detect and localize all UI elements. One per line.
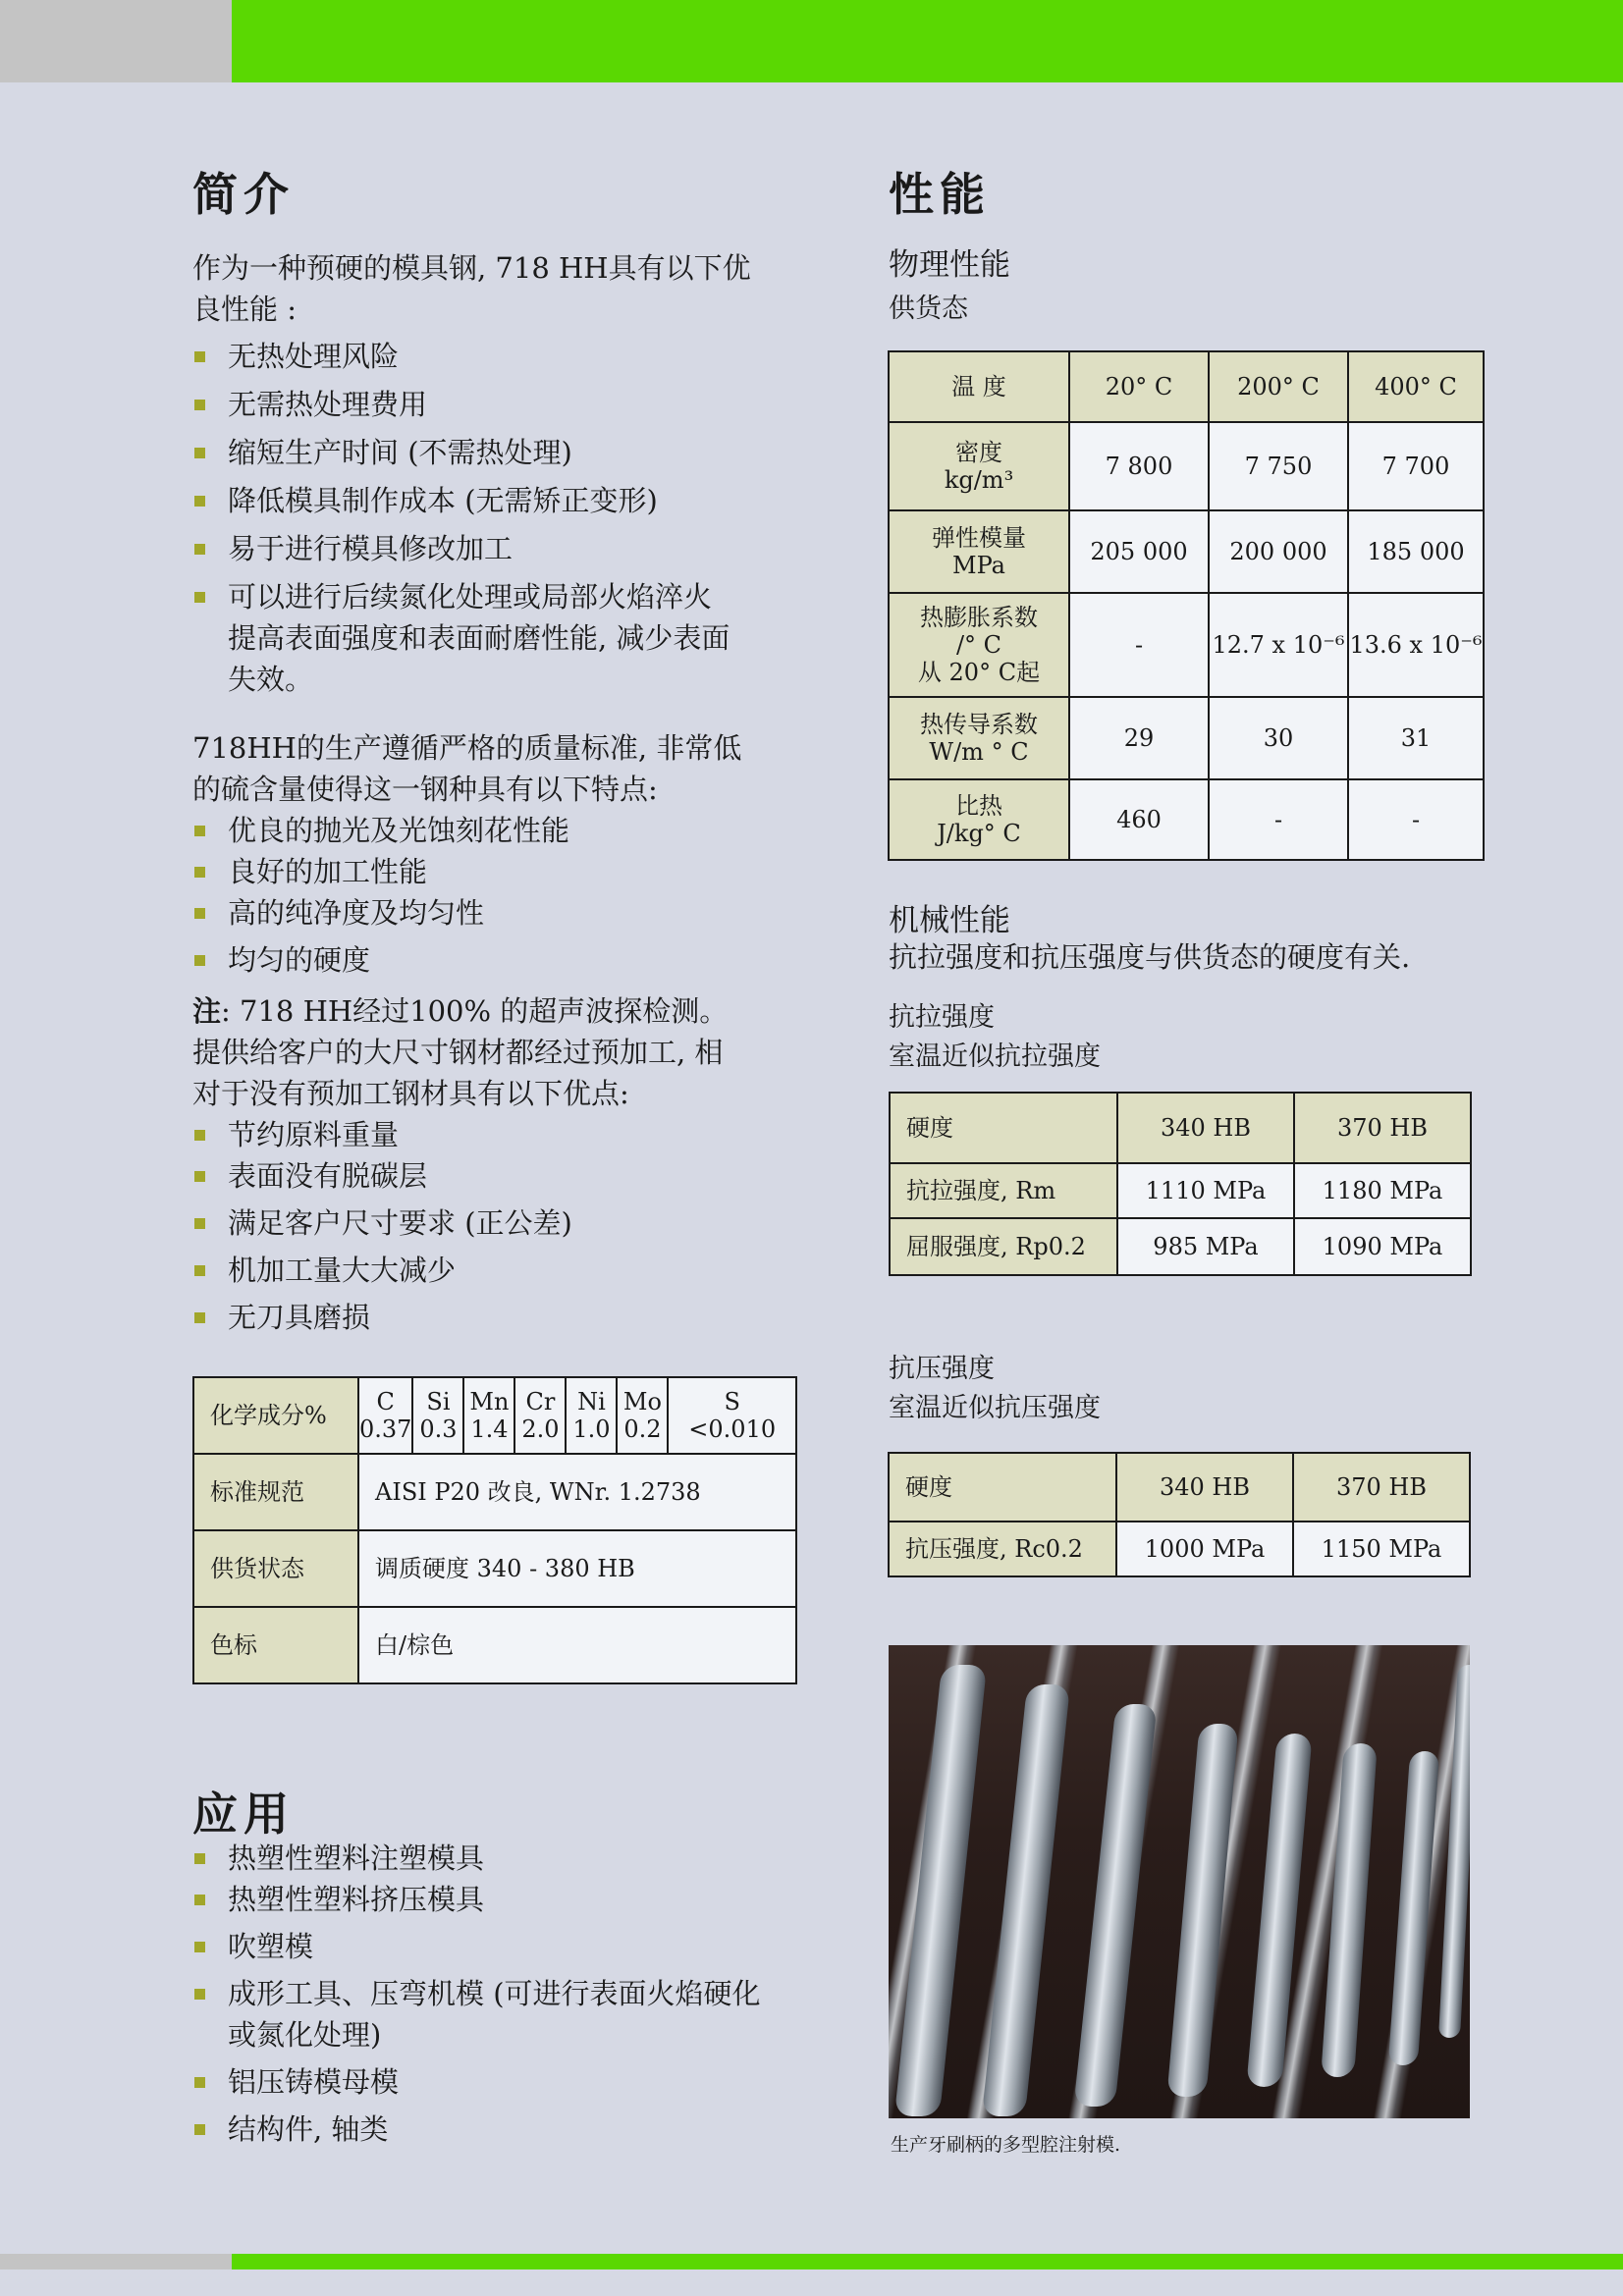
toothbrush-handle-image — [982, 1684, 1070, 2116]
strength-label: 抗压强度, Rc0.2 — [889, 1522, 1116, 1576]
mechanical-title: 机械性能 — [889, 903, 1010, 938]
element-cell: Mo 0.2 — [617, 1377, 668, 1454]
top-bar-green — [232, 0, 1623, 82]
strength-value: 1000 MPa — [1116, 1522, 1293, 1576]
table-row — [889, 779, 1484, 860]
prop-value: 7 700 — [1348, 422, 1484, 510]
element-cell: C 0.37 — [358, 1377, 412, 1454]
hardness-header: 硬度 — [889, 1453, 1116, 1522]
hb-header: 370 HB — [1293, 1453, 1470, 1522]
prop-label: 密度 kg/m³ — [889, 422, 1069, 510]
strength-value: 985 MPa — [1117, 1218, 1294, 1275]
intro-title: 简介 — [192, 168, 295, 221]
toothbrush-handle-image — [1166, 1724, 1238, 2097]
element-cell: Mn 1.4 — [463, 1377, 514, 1454]
hb-header: 370 HB — [1294, 1093, 1471, 1163]
compressive-table — [888, 1452, 1471, 1577]
list-item: 满足客户尺寸要求 (正公差) — [192, 1202, 801, 1244]
element-cell: S <0.010 — [668, 1377, 796, 1454]
list-item: 高的纯净度及均匀性 — [192, 892, 801, 934]
toothbrush-handle-image — [1438, 1665, 1470, 2038]
chem-label: 化学成分% — [193, 1377, 358, 1454]
spec-table — [192, 1376, 797, 1684]
quality-para-line: 718HH的生产遵循严格的质量标准, 非常低 — [192, 731, 742, 765]
list-item: 易于进行模具修改加工 — [192, 528, 801, 569]
list-item: 结构件, 轴类 — [192, 2109, 801, 2150]
temp-col-header: 200° C — [1209, 351, 1348, 422]
supply-value: 调质硬度 340 - 380 HB — [358, 1530, 796, 1607]
advantages-list — [192, 1114, 801, 1338]
strength-value: 1110 MPa — [1117, 1163, 1294, 1218]
std-value: AISI P20 改良, WNr. 1.2738 — [358, 1454, 796, 1530]
compressive-title: 抗压强度 — [889, 1354, 995, 1384]
element-cell: Ni 1.0 — [566, 1377, 617, 1454]
applications-title: 应用 — [192, 1788, 295, 1841]
quality-para-line: 的硫含量使得这一钢种具有以下特点: — [192, 773, 658, 806]
table-row — [890, 1093, 1471, 1163]
table-row — [193, 1454, 796, 1530]
table-row — [889, 593, 1484, 697]
std-label: 标准规范 — [193, 1454, 358, 1530]
list-item: 热塑性塑料挤压模具 — [192, 1879, 801, 1920]
note-label: 注 — [192, 994, 222, 1028]
prop-value: - — [1209, 779, 1348, 860]
table-row — [889, 1453, 1470, 1522]
prop-value: 205 000 — [1069, 510, 1209, 593]
hb-header: 340 HB — [1116, 1453, 1293, 1522]
physical-title: 物理性能 — [889, 247, 1010, 283]
list-item: 缩短生产时间 (不需热处理) — [192, 432, 801, 473]
toothbrush-handle-image — [1073, 1704, 1157, 2107]
prop-value: - — [1069, 593, 1209, 697]
element-cell: Cr 2.0 — [514, 1377, 566, 1454]
prop-label: 比热 J/kg° C — [889, 779, 1069, 860]
prop-label: 热膨胀系数 /° C 从 20° C起 — [889, 593, 1069, 697]
note-line — [192, 990, 801, 1032]
prop-value: 185 000 — [1348, 510, 1484, 593]
list-item: 降低模具制作成本 (无需矫正变形) — [192, 480, 801, 521]
table-row — [889, 697, 1484, 779]
prop-value: - — [1348, 779, 1484, 860]
hardness-header: 硬度 — [890, 1093, 1117, 1163]
properties-title: 性能 — [889, 168, 991, 221]
list-item — [192, 1973, 801, 2056]
table-row — [193, 1530, 796, 1607]
list-item: 优良的抛光及光蚀刻花性能 — [192, 810, 801, 851]
tensile-subtitle: 室温近似抗拉强度 — [889, 1041, 1101, 1072]
toothbrush-handle-image — [1321, 1743, 1378, 2077]
prop-value: 7 800 — [1069, 422, 1209, 510]
prop-value: 460 — [1069, 779, 1209, 860]
list-item-text: 可以进行后续氮化处理或局部火焰淬火 — [228, 580, 713, 614]
prop-label: 弹性模量 MPa — [889, 510, 1069, 593]
toothbrush-handle-image — [894, 1665, 987, 2116]
color-label: 色标 — [193, 1607, 358, 1683]
list-item: 无需热处理费用 — [192, 384, 801, 425]
intro-para-line: 良性能 : — [192, 293, 297, 326]
tensile-table — [889, 1092, 1472, 1276]
applications-list — [192, 1838, 801, 2150]
temp-col-header: 400° C — [1348, 351, 1484, 422]
strength-label: 屈服强度, Rp0.2 — [890, 1218, 1117, 1275]
intro-section — [192, 247, 801, 1338]
list-item-text: 提高表面强度和表面耐磨性能, 减少表面 — [228, 621, 730, 655]
table-row — [890, 1218, 1471, 1275]
strength-value: 1180 MPa — [1294, 1163, 1471, 1218]
toothbrush-handle-image — [1388, 1751, 1439, 2065]
intro-para-line: 作为一种预硬的模具钢, 718 HH具有以下优 — [192, 251, 751, 285]
list-item: 热塑性塑料注塑模具 — [192, 1838, 801, 1879]
preprocess-para-line: 对于没有预加工钢材具有以下优点: — [192, 1077, 629, 1110]
prop-value: 13.6 x 10⁻⁶ — [1348, 593, 1484, 697]
prop-value: 12.7 x 10⁻⁶ — [1209, 593, 1348, 697]
color-value: 白/棕色 — [358, 1607, 796, 1683]
table-row — [890, 1163, 1471, 1218]
table-row — [889, 422, 1484, 510]
bottom-bar-gray — [0, 2254, 232, 2269]
list-item: 机加工量大大减少 — [192, 1250, 801, 1291]
mechanical-subtitle: 抗拉强度和抗压强度与供货态的硬度有关. — [889, 940, 1411, 974]
strength-value: 1090 MPa — [1294, 1218, 1471, 1275]
temp-col-header: 20° C — [1069, 351, 1209, 422]
toothbrush-handle-image — [1246, 1734, 1312, 2087]
prop-value: 7 750 — [1209, 422, 1348, 510]
prop-value: 31 — [1348, 697, 1484, 779]
list-item: 节约原料重量 — [192, 1114, 801, 1155]
prop-label: 热传导系数 W/m ° C — [889, 697, 1069, 779]
note-text: : 718 HH经过100% 的超声波探检测。 — [221, 994, 729, 1028]
prop-value: 200 000 — [1209, 510, 1348, 593]
table-row — [193, 1377, 796, 1454]
hb-header: 340 HB — [1117, 1093, 1294, 1163]
physical-table — [888, 350, 1485, 861]
list-item: 铝压铸模母模 — [192, 2061, 801, 2103]
features-list — [192, 810, 801, 981]
table-row — [889, 510, 1484, 593]
list-item: 表面没有脱碳层 — [192, 1155, 801, 1197]
list-item: 无刀具磨损 — [192, 1297, 801, 1338]
table-row — [889, 1522, 1470, 1576]
strength-label: 抗拉强度, Rm — [890, 1163, 1117, 1218]
prop-value: 29 — [1069, 697, 1209, 779]
list-item: 良好的加工性能 — [192, 851, 801, 892]
supply-label: 供货状态 — [193, 1530, 358, 1607]
table-row — [889, 351, 1484, 422]
list-item: 吹塑模 — [192, 1926, 801, 1967]
bottom-bar-green — [232, 2254, 1623, 2269]
list-item-text: 成形工具、压弯机模 (可进行表面火焰硬化 — [228, 1977, 761, 2010]
compressive-subtitle: 室温近似抗压强度 — [889, 1393, 1101, 1423]
tensile-title: 抗拉强度 — [889, 1002, 995, 1033]
list-item: 无热处理风险 — [192, 336, 801, 377]
mold-photo — [889, 1645, 1470, 2118]
temp-header: 温 度 — [889, 351, 1069, 422]
prop-value: 30 — [1209, 697, 1348, 779]
element-cell: Si 0.3 — [412, 1377, 463, 1454]
benefits-list — [192, 336, 801, 700]
list-item-text: 失效。 — [228, 663, 314, 696]
strength-value: 1150 MPa — [1293, 1522, 1470, 1576]
top-bar-gray — [0, 0, 232, 82]
list-item-text: 或氮化处理) — [228, 2018, 382, 2052]
photo-caption: 生产牙刷柄的多型腔注射模. — [891, 2134, 1121, 2156]
physical-subtitle: 供货态 — [889, 294, 968, 324]
preprocess-para-line: 提供给客户的大尺寸钢材都经过预加工, 相 — [192, 1036, 724, 1069]
list-item: 均匀的硬度 — [192, 939, 801, 981]
list-item — [192, 576, 801, 700]
table-row — [193, 1607, 796, 1683]
